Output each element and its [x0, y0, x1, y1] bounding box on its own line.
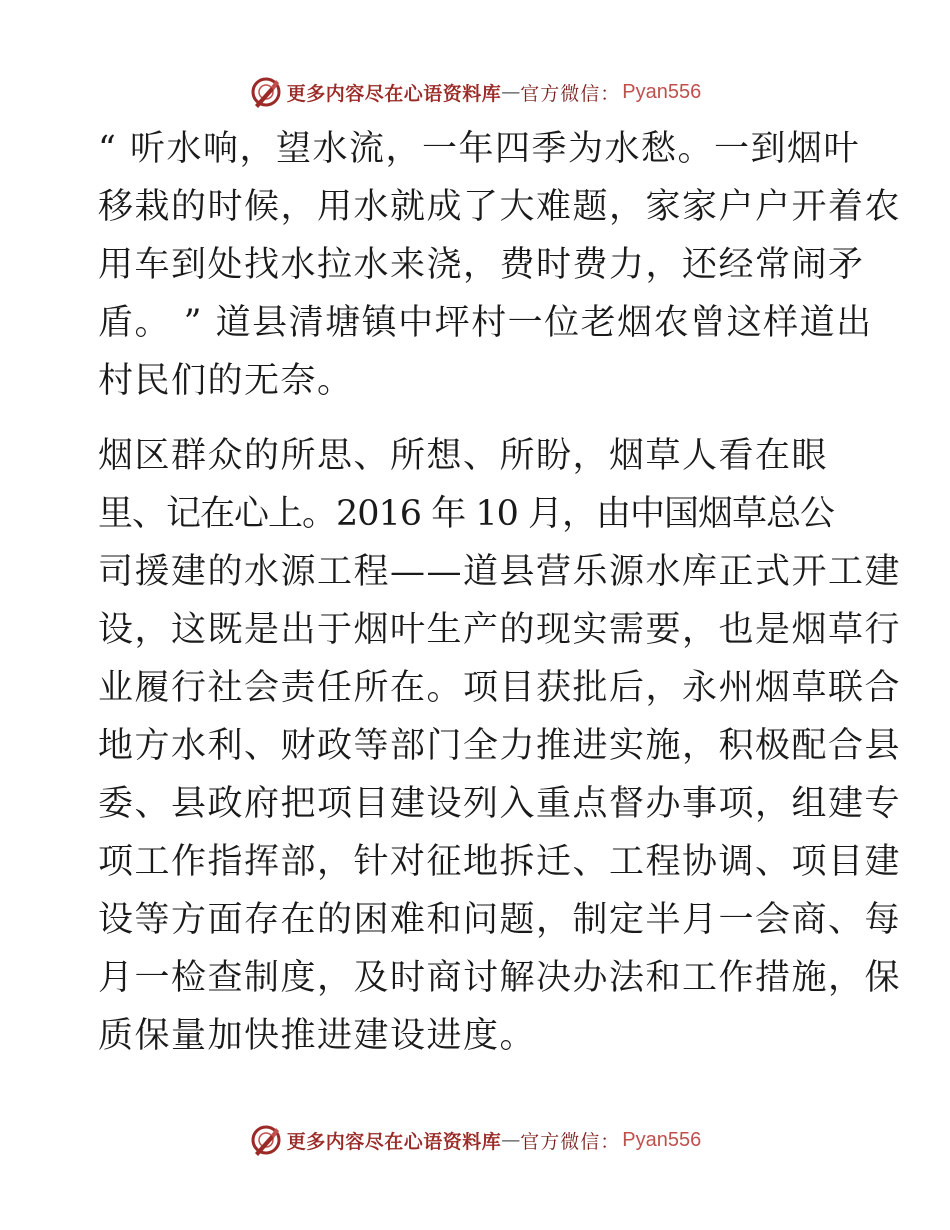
footer-banner	[0, 1120, 950, 1160]
header-banner-text: 更多内容尽在心语资料库	[286, 82, 502, 105]
footer-wechat-label: 官方微信：	[520, 1130, 621, 1153]
pen-logo-icon	[249, 75, 283, 109]
paragraph-2-line-6: 地方水利、财政等部门全力推进实施，积极配合县	[98, 726, 902, 766]
paragraph-2-line-11: 质保量加快推进建设进度。	[98, 1016, 537, 1056]
paragraph-2-line-1: 烟区群众的所思、所想、所盼，烟草人看在眼	[98, 436, 829, 476]
paragraph-1-line-3: 用车到处找水拉水来浇，费时费力，还经常闹矛	[98, 245, 865, 285]
footer-banner-separator: —	[501, 1129, 521, 1151]
header-banner	[0, 72, 950, 112]
header-banner-separator: —	[501, 81, 521, 103]
paragraph-2-line-3: 司援建的水源工程——道县营乐源水库正式开工建	[98, 552, 902, 592]
pen-logo-icon	[249, 1123, 283, 1157]
footer-banner-text: 更多内容尽在心语资料库	[286, 1130, 502, 1153]
paragraph-2-line-10: 月一检查制度，及时商讨解决办法和工作措施，保	[98, 958, 902, 998]
paragraph-2-line-2: 里、记在心上。2016 年 10 月，由中国烟草总公	[98, 494, 834, 534]
paragraph-2-line-7: 委、县政府把项目建设列入重点督办事项，组建专	[98, 784, 902, 824]
paragraph-1-line-5: 村民们的无奈。	[98, 361, 354, 401]
header-wechat-label: 官方微信：	[520, 82, 621, 105]
footer-wechat-id: Pyan556	[622, 1128, 702, 1151]
paragraph-2-line-9: 设等方面存在的困难和问题，制定半月一会商、每	[98, 900, 902, 940]
header-wechat-id: Pyan556	[622, 80, 702, 103]
paragraph-1-line-4: 盾。 ” 道县清塘镇中坪村一位老烟农曾这样道出	[98, 303, 873, 343]
paragraph-1-line-2: 移栽的时候，用水就成了大难题，家家户户开着农	[98, 187, 902, 227]
paragraph-2-line-4: 设，这既是出于烟叶生产的现实需要，也是烟草行	[98, 610, 902, 650]
paragraph-2-line-8: 项工作指挥部，针对征地拆迁、工程协调、项目建	[98, 842, 902, 882]
paragraph-1-line-1: “ 听水响，望水流，一年四季为水愁。一到烟叶	[98, 129, 861, 169]
paragraph-2-line-5: 业履行社会责任所在。项目获批后，永州烟草联合	[98, 668, 902, 708]
